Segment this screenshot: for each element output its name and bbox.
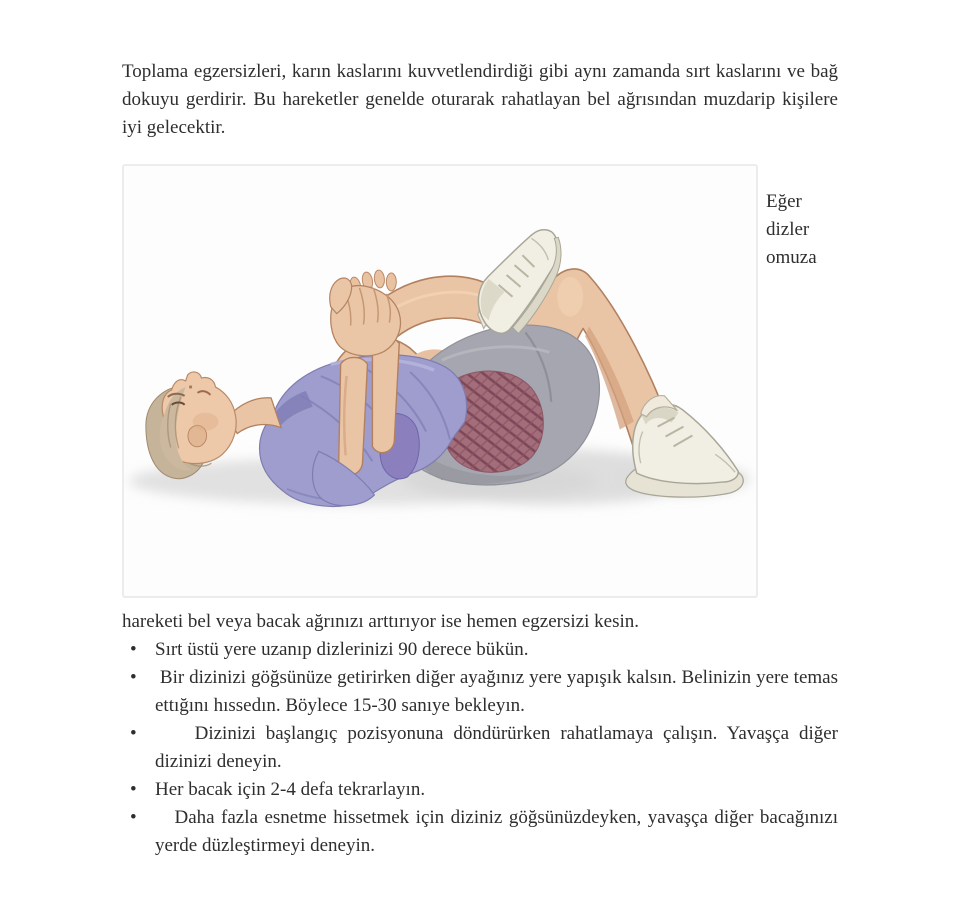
wrap-text-right: Eğer dizler omuza	[766, 191, 817, 268]
list-item	[122, 664, 838, 720]
bullet-text: Sırt üstü yere uzanıp dizlerinizi 90 derece bükün.	[155, 639, 529, 660]
clasped-hands	[330, 270, 401, 356]
figure-row	[122, 164, 838, 600]
bullet-text: Her bacak için 2-4 defa tekrarlayın.	[155, 779, 426, 800]
continuation-paragraph: hareketi bel veya bacak ağrınızı arttırıyor ise hemen egzersizi kesin.	[122, 611, 639, 632]
list-item	[122, 720, 838, 776]
bullet-text: Daha fazla esnetme hissetmek için diziniz göğsünüzdeyken, yavaşça diğer bacağınızı yerde düzleştirmeyi deneyin.	[155, 807, 838, 856]
list-item	[122, 636, 838, 664]
planted-foot-shoe	[626, 396, 743, 498]
intro-paragraph: Toplama egzersizleri, karın kaslarını kuvvetlendirdiği gibi aynı zamanda sırt kaslarını ve bağ dokuyu gerdirir. Bu hareketler genelde oturarak rahatlayan bel ağrısından muzdarip kişilere iyi gelecektir.	[122, 61, 838, 138]
bullet-list	[122, 636, 838, 860]
bullet-marker: •	[130, 667, 137, 688]
bullet-marker: •	[130, 807, 137, 828]
bullet-marker: •	[130, 723, 137, 744]
bullet-marker: •	[130, 639, 137, 660]
list-item	[122, 776, 838, 804]
figure-frame	[122, 164, 758, 598]
bullet-text: Bir dizinizi göğsünüze getirirken diğer ayağınız yere yapışık kalsın. Belinizin yere temas ettığını hıssedın. Böylece 15-30 sanıye bekleyın.	[155, 667, 838, 716]
exercise-illustration	[124, 166, 756, 596]
list-item	[122, 804, 838, 860]
bullet-marker: •	[130, 779, 137, 800]
bullet-text: Dizinizi başlangıç pozisyonuna döndürürken rahatlamaya çalışın. Yavaşça diğer dizinizi deneyin.	[155, 723, 838, 772]
